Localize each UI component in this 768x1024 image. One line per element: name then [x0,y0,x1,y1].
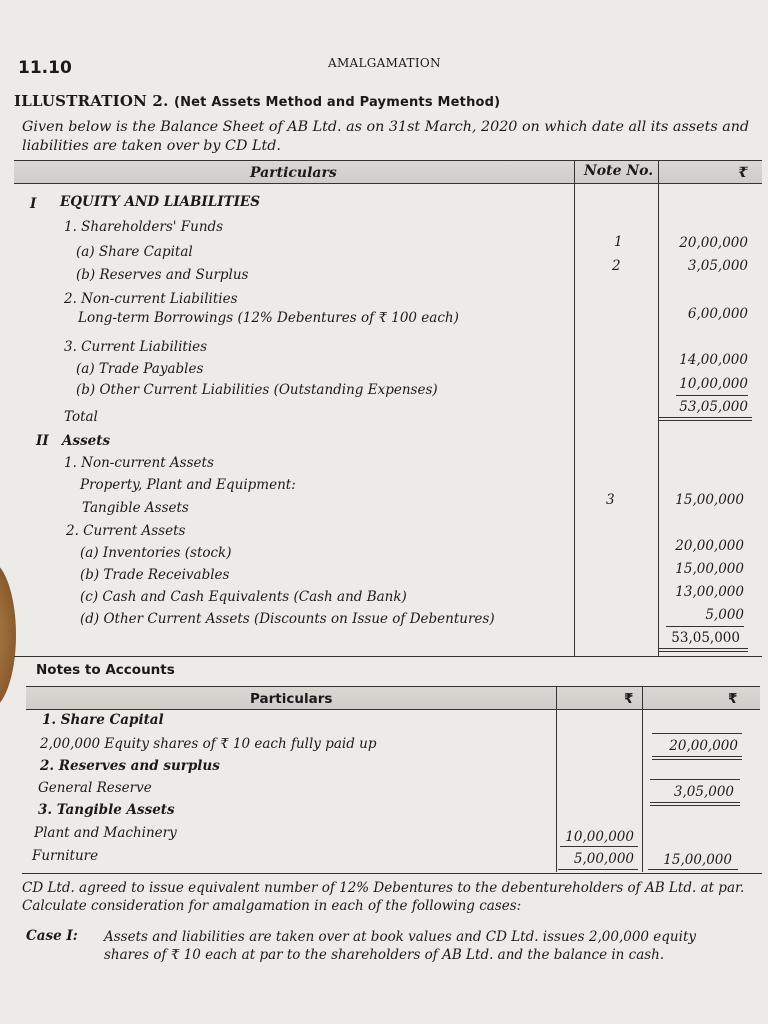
illustration-label: ILLUSTRATION 2. [14,92,169,110]
note1-rule-b [652,759,742,760]
inventories-amount: 20,00,000 [675,538,744,554]
ppe-label: Property, Plant and Equipment: [80,477,296,493]
note3-title: 3. Tangible Assets [38,802,175,818]
note1-text: 2,00,000 Equity shares of ₹ 10 each fully paid up [40,736,377,752]
notes-heading: Notes to Accounts [36,662,175,678]
notes-col-1: ₹ [624,691,634,707]
cash-label: (c) Cash and Cash Equivalents (Cash and Bank) [80,589,407,605]
non-current-assets: 1. Non-current Assets [64,455,214,471]
footer-paragraph: CD Ltd. agreed to issue equivalent number of 12% Debentures to the debentureholders of AB Ltd. at par. Calculate consideration for amalgamation in each of the following cases: [22,880,745,914]
reserves-amount: 3,05,000 [687,258,748,274]
notes-bottom-rule [22,873,762,874]
share-capital-label: (a) Share Capital [76,244,193,260]
note1-amount: 20,00,000 [669,738,738,754]
note2-title: 2. Reserves and surplus [40,758,220,774]
note3-total-amount: 15,00,000 [663,852,732,868]
case-text: Assets and liabilities are taken over at book values and CD Ltd. issues 2,00,000 equity shares of ₹ 10 each at par to the shareholders of AB Ltd. and the balance in cash. [104,929,696,963]
trade-receivables-label: (b) Trade Receivables [80,567,230,583]
illustration-subtitle: (Net Assets Method and Payments Method) [173,95,501,110]
note3-col1-rule [558,869,638,870]
share-capital-note: 1 [614,234,623,250]
assets-double-rule-2 [658,651,748,652]
total-double-rule-1 [658,417,752,418]
note2-top-rule [650,779,740,780]
long-term-borrowings-amount: 6,00,000 [687,306,748,322]
note1-top-rule [652,733,742,734]
section-ii-title: Assets [62,433,111,449]
section-ii-num: II [36,433,49,449]
shareholders-funds: 1. Shareholders' Funds [64,219,224,235]
note2-rule-b [650,805,740,806]
note3-sub-rule [560,846,638,847]
reserves-note: 2 [612,258,621,274]
tangible-assets-label: Tangible Assets [82,500,189,516]
assets-double-rule-1 [658,648,748,649]
note3-pm-amount: 10,00,000 [565,829,634,845]
share-capital-amount: 20,00,000 [679,235,748,251]
assets-total-amount: 53,05,000 [671,630,740,646]
other-current-assets-label: (d) Other Current Assets (Discounts on Issue of Debentures) [80,611,495,627]
long-term-borrowings-label: Long-term Borrowings (12% Debentures of ₹ 100 each) [78,310,459,326]
note2-rule-a [650,802,740,803]
note3-pm-label: Plant and Machinery [34,825,177,841]
note2-amount: 3,05,000 [673,784,734,800]
total-label: Total [64,409,98,425]
table-bottom-rule [14,656,762,657]
other-current-assets-amount: 5,000 [705,607,744,623]
notes-col-particulars: Particulars [250,691,333,707]
note1-rule-a [652,756,742,757]
other-current-liabilities-label: (b) Other Current Liabilities (Outstanding Expenses) [76,382,438,398]
notes-divider-2 [642,686,643,872]
other-current-liabilities-amount: 10,00,000 [679,376,748,392]
note3-furn-label: Furniture [32,848,99,864]
case-label: Case I: [26,928,78,944]
tangible-assets-amount: 15,00,000 [675,492,744,508]
cash-amount: 13,00,000 [675,584,744,600]
note3-furn-amount: 5,00,000 [573,851,634,867]
total-amount: 53,05,000 [679,399,748,415]
col-particulars: Particulars [250,165,337,181]
section-i-num: I [30,196,37,212]
divider-amount [658,160,659,656]
current-assets: 2. Current Assets [66,523,186,539]
trade-payables-label: (a) Trade Payables [76,361,204,377]
reserves-label: (b) Reserves and Surplus [76,267,249,283]
total-rule [676,395,748,396]
thumb-shadow [0,560,16,710]
col-amount: ₹ [738,165,748,181]
trade-receivables-amount: 15,00,000 [675,561,744,577]
note3-col2-rule [648,869,738,870]
non-current-liabilities: 2. Non-current Liabilities [64,291,238,307]
illustration-intro: Given below is the Balance Sheet of AB Ltd. as on 31st March, 2020 on which date all its assets and liabilities are taken over by CD Ltd. [22,119,750,154]
divider-note [574,160,575,656]
trade-payables-amount: 14,00,000 [679,352,748,368]
page-number: 11.10 [18,58,72,78]
illustration-title [14,92,500,110]
note2-text: General Reserve [38,780,152,796]
notes-col-2: ₹ [728,691,738,707]
col-note-no: Note No. [584,163,654,179]
notes-header [26,686,760,710]
inventories-label: (a) Inventories (stock) [80,545,232,561]
note1-title: 1. Share Capital [42,712,164,728]
chapter-title: AMALGAMATION [328,56,441,70]
tangible-assets-note: 3 [606,492,615,508]
total-double-rule-2 [658,420,752,421]
assets-total-rule [666,626,744,627]
section-i-title: EQUITY AND LIABILITIES [60,194,260,210]
current-liabilities: 3. Current Liabilities [64,339,208,355]
